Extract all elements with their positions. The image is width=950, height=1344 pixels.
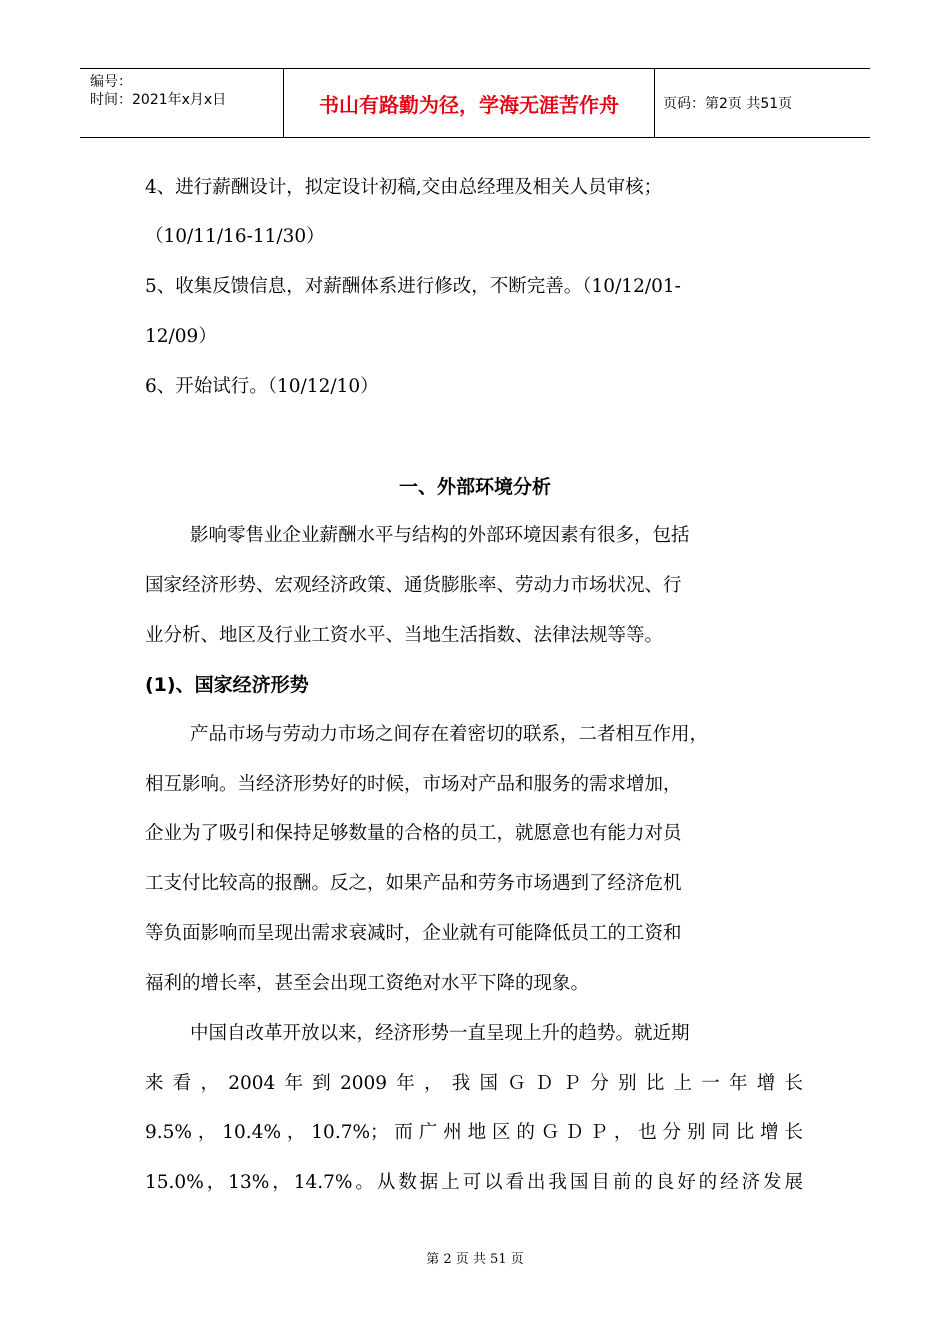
header-motto: 书山有路勤为径，学海无涯苦作舟 [283, 69, 655, 137]
section-title: 一、外部环境分析 [398, 476, 551, 498]
subsection-title: (1)、国家经济形势 [145, 674, 309, 696]
item-6: 6、开始试行。（10/12/10） [145, 376, 379, 397]
serial-label: 编号： [90, 74, 132, 90]
item-5-line-2: 12/09） [145, 326, 217, 347]
intro-line-1: 影响零售业企业薪酬水平与结构的外部环境因素有很多，包括 [190, 525, 690, 546]
para2-line-3: 9.5%，10.4%，10.7%；而广州地区的ＧＤＰ，也分别同比增长 [145, 1122, 803, 1143]
header-page-info: 页码：第2页 共51页 [663, 96, 793, 112]
page-footer: 第 2 页 共 51 页 [426, 1252, 524, 1267]
para1-line-6: 福利的增长率，甚至会出现工资绝对水平下降的现象。 [145, 973, 590, 994]
para2-line-1: 中国自改革开放以来，经济形势一直呈现上升的趋势。就近期 [190, 1023, 690, 1044]
intro-line-2: 国家经济形势、宏观经济政策、通货膨胀率、劳动力市场状况、行 [145, 575, 682, 596]
para2-line-4: 15.0%，13%，14.7%。从数据上可以看出我国目前的良好的经济发展 [145, 1172, 803, 1193]
para1-line-4: 工支付比较高的报酬。反之，如果产品和劳务市场遇到了经济危机 [145, 873, 682, 894]
para1-line-5: 等负面影响而呈现出需求衰减时，企业就有可能降低员工的工资和 [145, 923, 682, 944]
para2-line-2: 来看，2004年到2009年，我国ＧＤＰ分别比上一年增长 [145, 1073, 803, 1094]
time-label: 时间：2021年x月x日 [90, 92, 227, 108]
intro-line-3: 业分析、地区及行业工资水平、当地生活指数、法律法规等等。 [145, 625, 664, 646]
item-4-line-1: 4、进行薪酬设计，拟定设计初稿,交由总经理及相关人员审核； [145, 177, 663, 198]
para1-line-2: 相互影响。当经济形势好的时候，市场对产品和服务的需求增加， [145, 774, 682, 795]
para1-line-3: 企业为了吸引和保持足够数量的合格的员工，就愿意也有能力对员 [145, 823, 682, 844]
item-4-line-2: （10/11/16-11/30） [145, 226, 325, 247]
header-table [80, 68, 870, 138]
header-meta [80, 69, 283, 137]
item-5-line-1: 5、收集反馈信息，对薪酬体系进行修改，不断完善。（10/12/01- [145, 276, 681, 297]
para1-line-1: 产品市场与劳动力市场之间存在着密切的联系，二者相互作用， [190, 724, 709, 745]
